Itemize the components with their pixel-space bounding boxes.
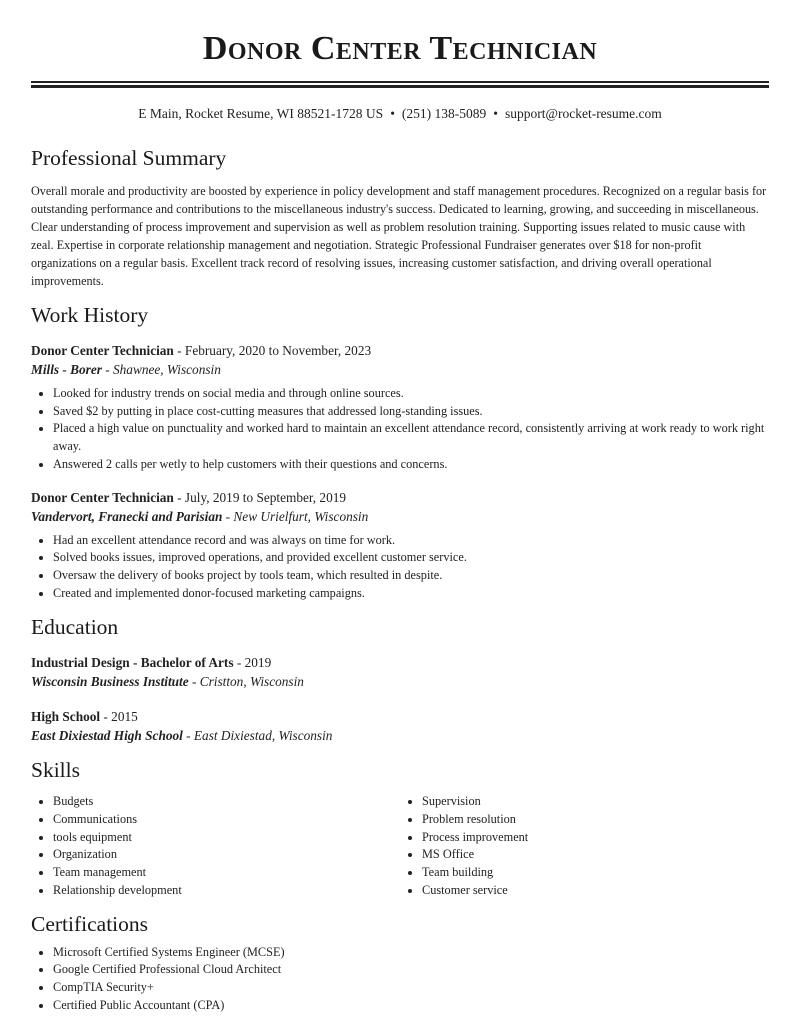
certification-item: • Certified Public Accountant (CPA)	[53, 997, 769, 1015]
list-item: • Created and implemented donor-focused marketing campaigns.	[53, 585, 769, 603]
job-entry	[31, 488, 769, 603]
degree: Industrial Design - Bachelor of Arts	[31, 655, 234, 671]
skill-item: • Process improvement	[422, 829, 769, 847]
skill-item: • Supervision	[422, 793, 769, 811]
list-item: • Saved $2 by putting in place cost-cutting measures that addressed long-standing issues.	[53, 403, 769, 421]
skill-item: • Team building	[422, 864, 769, 882]
graduation-year: - 2015	[100, 709, 138, 725]
list-item: • Looked for industry trends on social media and through online sources.	[53, 385, 769, 403]
company-name: Mills - Borer	[31, 362, 102, 377]
company-line	[31, 507, 769, 526]
school-location: - Cristton, Wisconsin	[188, 674, 304, 690]
skill-item: • Budgets	[53, 793, 400, 811]
section-heading-summary: Professional Summary	[31, 146, 227, 170]
list-item: • Answered 2 calls per wetly to help customers with their questions and concerns.	[53, 456, 769, 474]
job-dates: - February, 2020 to November, 2023	[173, 343, 372, 358]
school-location: - East Dixiestad, Wisconsin	[182, 728, 333, 744]
job-title-line	[31, 488, 769, 507]
degree-line	[31, 707, 769, 726]
company-line	[31, 360, 769, 379]
certification-item: • Google Certified Professional Cloud Architect	[53, 961, 769, 979]
job-bullets	[31, 385, 769, 474]
job-bullets	[31, 532, 769, 603]
header-divider-top	[31, 81, 769, 83]
company-location: - Shawnee, Wisconsin	[101, 362, 221, 377]
certification-item: • CompTIA Security+	[53, 979, 769, 997]
skill-item: • MS Office	[422, 846, 769, 864]
company-name: Vandervort, Franecki and Parisian	[31, 508, 223, 524]
skill-item: • tools equipment	[53, 829, 400, 847]
contact-separator: •	[493, 106, 499, 121]
skill-item: • Organization	[53, 846, 400, 864]
skill-item: • Team management	[53, 864, 400, 882]
education-entry	[31, 707, 769, 745]
list-item: • Oversaw the delivery of books project by tools team, which resulted in despite.	[53, 567, 769, 585]
list-item: • Solved books issues, improved operations, and provided excellent customer service.	[53, 549, 769, 567]
list-item: • Had an excellent attendance record and was always on time for work.	[53, 532, 769, 550]
skill-item: • Problem resolution	[422, 811, 769, 829]
contact-address: E Main, Rocket Resume, WI 88521-1728 US	[138, 106, 384, 121]
job-dates: - July, 2019 to September, 2019	[173, 489, 347, 505]
degree-line	[31, 653, 769, 672]
skills-column-right	[400, 793, 769, 899]
school-line	[31, 672, 769, 691]
header-divider-bottom	[31, 85, 769, 88]
section-heading-certifications: Certifications	[31, 911, 149, 936]
certification-item: • Microsoft Certified Systems Engineer (MCSE)	[53, 944, 769, 962]
job-entry	[31, 341, 769, 474]
section-heading-education: Education	[31, 615, 119, 640]
skill-item: • Communications	[53, 811, 400, 829]
skill-item: • Relationship development	[53, 882, 400, 900]
contact-separator: •	[390, 106, 395, 121]
section-heading-skills: Skills	[31, 758, 80, 783]
graduation-year: - 2019	[233, 655, 272, 671]
company-location: - New Urielfurt, Wisconsin	[222, 508, 369, 524]
contact-phone: (251) 138-5089	[401, 106, 487, 121]
job-title: Donor Center Technician	[31, 343, 174, 358]
contact-email: support@rocket-resume.com	[505, 106, 662, 121]
skills-list	[31, 793, 769, 899]
school-line	[31, 726, 769, 745]
certifications-list	[31, 944, 769, 1015]
candidate-name: Donor Center Technician	[202, 30, 598, 67]
school-name: Wisconsin Business Institute	[31, 674, 189, 690]
school-name: East Dixiestad High School	[31, 728, 183, 744]
degree: High School	[31, 709, 101, 725]
summary-text: Overall morale and productivity are boosted by experience in policy development and staff management procedures. Recognized on a regular basis for outstanding performance and contributions to the miscellaneous industry's success. Dedicated to learning, growing, and succeeding in miscellaneous. Clear understanding of process improvement and supervision as well as problem resolution training. Supporting issues related to music cause with zeal. Expertise in corporate relationship management and negotiation. Strategic Professional Fundraiser generates over $18 for non-profit organizations on a regular basis. Excellent track record of resolving issues, increasing customer satisfaction, and driving overall operational improvements.	[31, 184, 767, 288]
list-item: • Placed a high value on punctuality and worked hard to maintain an excellent attendance record, consistently arriving at work ready to work right away.	[53, 420, 769, 455]
job-title-line	[31, 341, 769, 360]
skill-item: • Customer service	[422, 882, 769, 900]
skills-column-left	[31, 793, 400, 899]
section-heading-work: Work History	[31, 303, 149, 327]
contact-line	[31, 105, 769, 123]
education-entry	[31, 653, 769, 691]
job-title: Donor Center Technician	[31, 489, 174, 505]
